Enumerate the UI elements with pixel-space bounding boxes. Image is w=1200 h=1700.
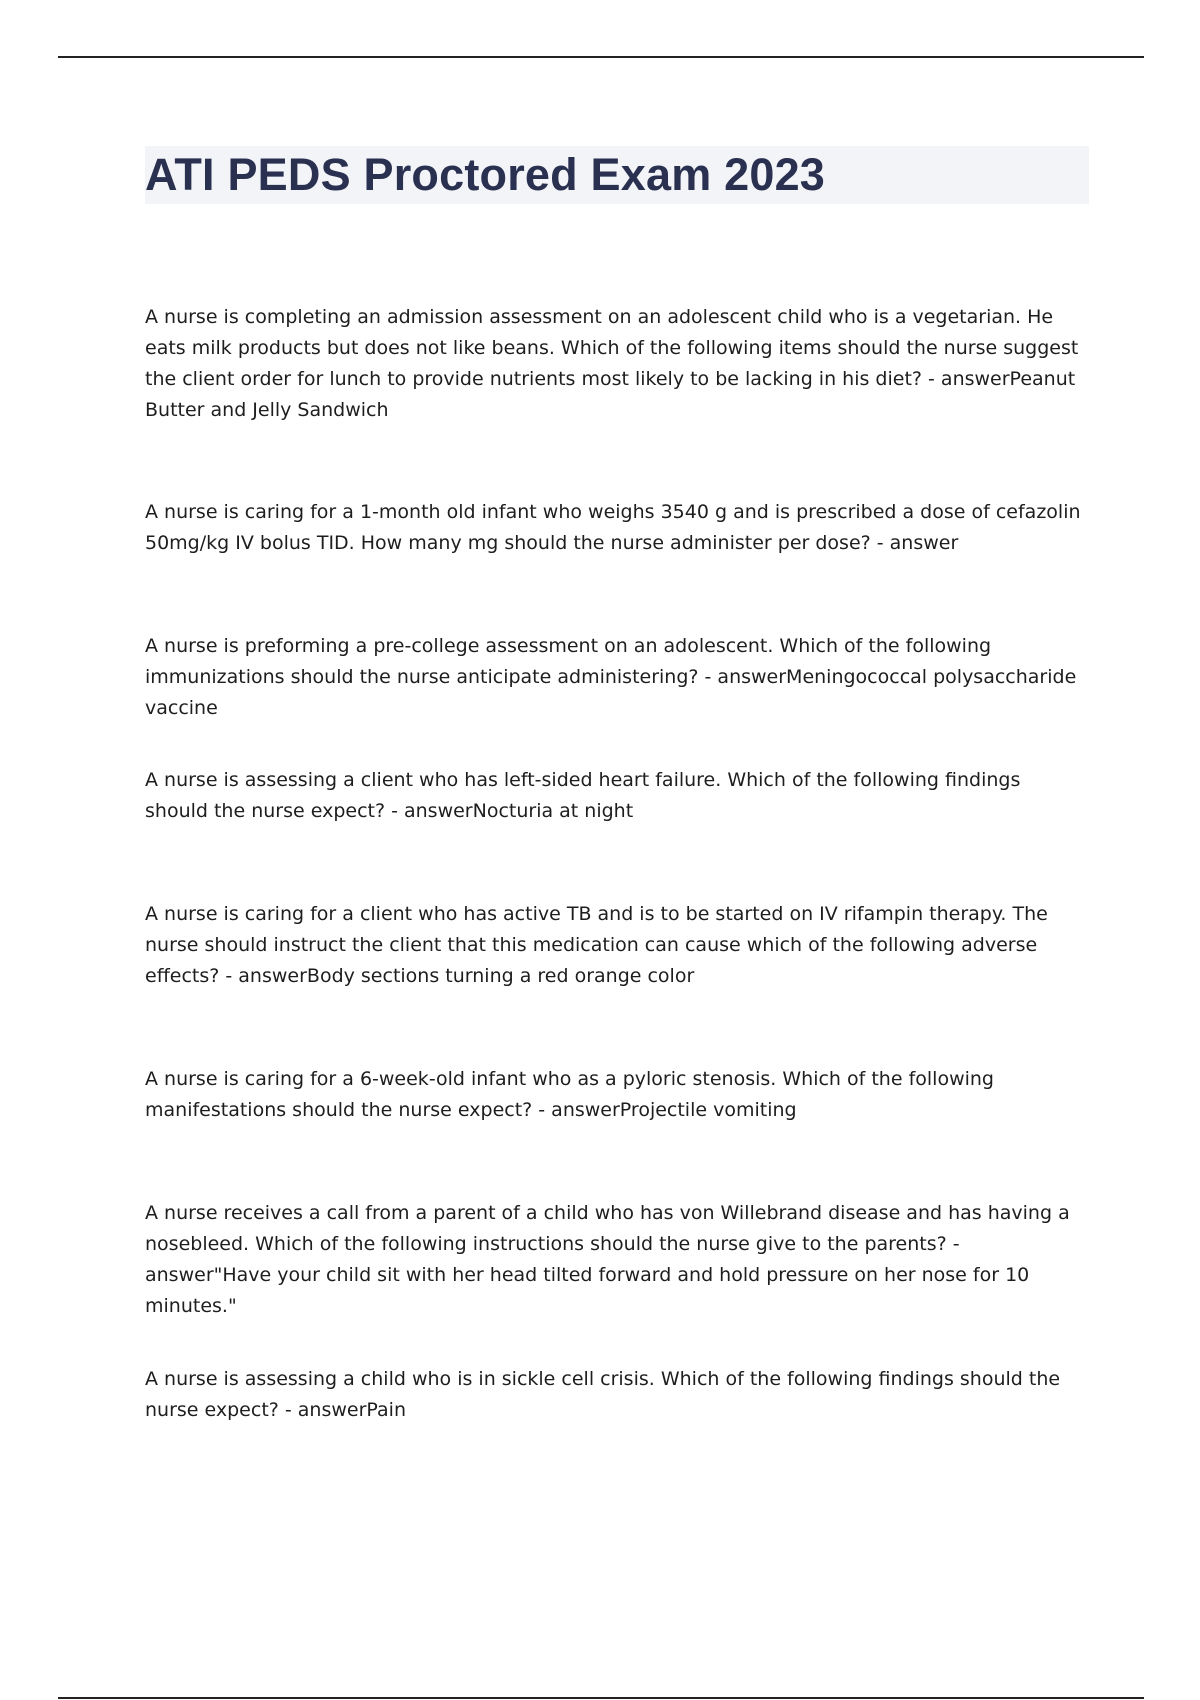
qa-item-1: A nurse is completing an admission assessment on an adolescent child who is a vegetarian. He eats milk products but does not like beans. Which of the following items should the nurse suggest the client order for lunch to provide nutrients most likely to be lacking in his diet? - answerPeanut Butter and Jelly Sandwich	[145, 306, 1079, 421]
qa-item-4: A nurse is assessing a client who has left-sided heart failure. Which of the following findings should the nurse expect? - answerNocturia at night	[145, 769, 1021, 822]
qa-item-8: A nurse is assessing a child who is in sickle cell crisis. Which of the following findings should the nurse expect? - answerPain	[145, 1368, 1061, 1421]
qa-item-7: A nurse receives a call from a parent of a child who has von Willebrand disease and has having a nosebleed. Which of the following instructions should the nurse give to the parents? - answer"Have your child sit with her head tilted forward and hold pressure on her nose for 10 minutes."	[145, 1202, 1070, 1317]
top-rule	[58, 56, 1144, 58]
qa-item-5: A nurse is caring for a client who has active TB and is to be started on IV rifampin therapy. The nurse should instruct the client that this medication can cause which of the following adverse effects? - answerBody sections turning a red orange color	[145, 903, 1048, 987]
qa-item-6: A nurse is caring for a 6-week-old infant who as a pyloric stenosis. Which of the following manifestations should the nurse expect? - answerProjectile vomiting	[145, 1068, 994, 1121]
bottom-rule	[58, 1697, 1144, 1699]
qa-item-3: A nurse is preforming a pre-college assessment on an adolescent. Which of the following immunizations should the nurse anticipate administering? - answerMeningococcal polysaccharide vaccine	[145, 635, 1077, 719]
qa-item-2: A nurse is caring for a 1-month old infant who weighs 3540 g and is prescribed a dose of cefazolin 50mg/kg IV bolus TID. How many mg should the nurse administer per dose? - answer	[145, 501, 1081, 554]
document-title: ATI PEDS Proctored Exam 2023	[145, 149, 826, 200]
